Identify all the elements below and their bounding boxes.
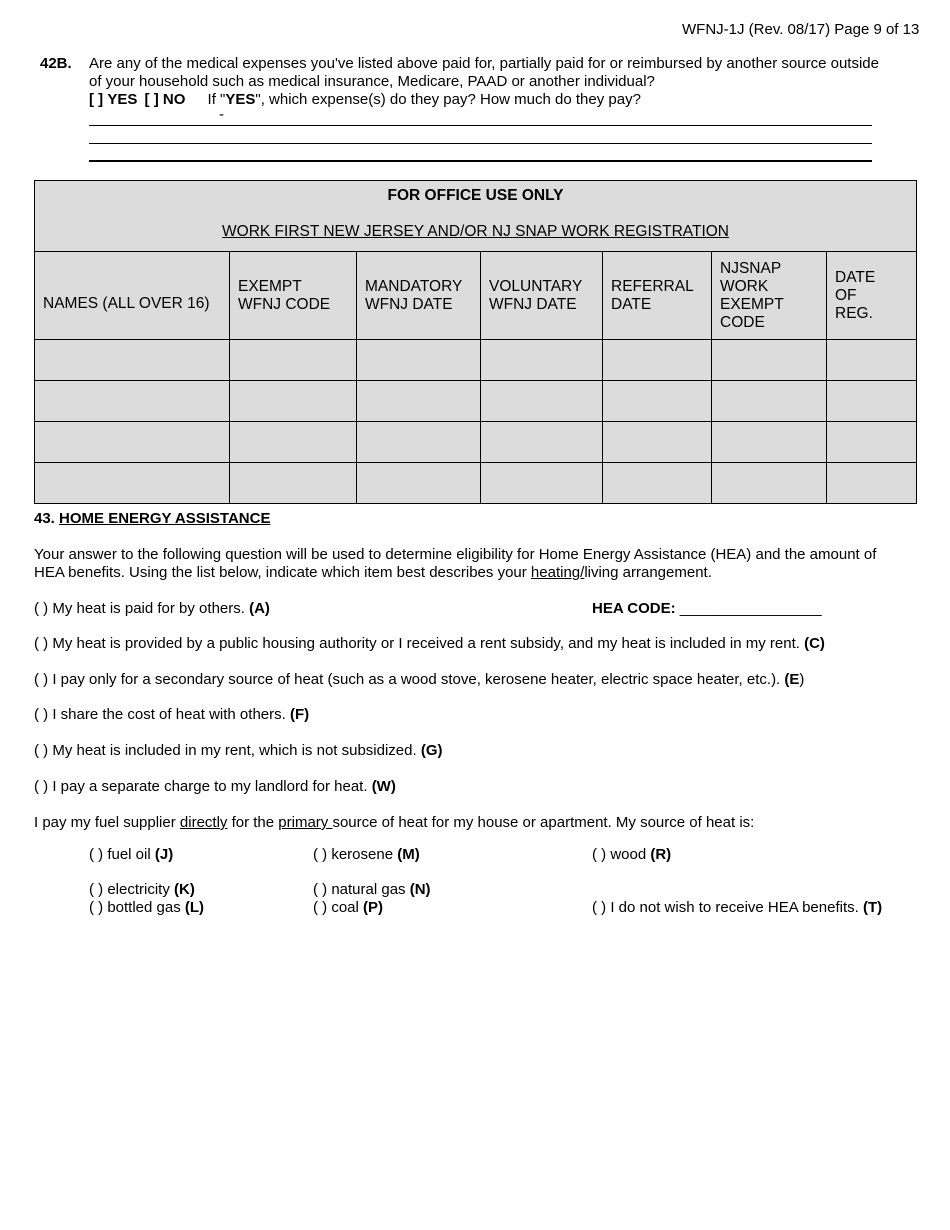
q43-intro-b: living arrangement.: [584, 564, 712, 581]
heat-option-g[interactable]: [34, 742, 443, 759]
heat-option-w-code: (W): [371, 778, 396, 795]
office-title-cell: [35, 181, 917, 252]
heat-option-e-code: (E: [784, 671, 800, 688]
table-cell[interactable]: [827, 381, 917, 422]
heat-option-e[interactable]: [34, 671, 804, 688]
col-header-mandatory-wfnj-date: MANDATORY WFNJ DATE: [357, 252, 481, 340]
heat-option-c-code: (C): [804, 635, 825, 652]
table-cell[interactable]: [712, 422, 827, 463]
hea-code-field[interactable]: [592, 600, 822, 617]
fuel-option-k-text: ( ) electricity: [89, 881, 170, 898]
table-cell[interactable]: [35, 340, 230, 381]
heat-option-w-text: ( ) I pay a separate charge to my landlord for heat.: [34, 778, 368, 795]
table-cell[interactable]: [481, 463, 603, 504]
question-43-heading: [34, 510, 270, 527]
q43-intro-line2: [34, 564, 712, 581]
fuel-option-r-text: ( ) wood: [592, 846, 647, 863]
table-cell[interactable]: [357, 381, 481, 422]
col-header-names: NAMES (ALL OVER 16): [35, 252, 230, 340]
fuel-option-r[interactable]: [592, 846, 671, 863]
q43-intro-underlined: heating/: [530, 564, 585, 581]
question-42b-line1: Are any of the medical expenses you've listed above paid for, partially paid for or reimbursed by another source outside: [89, 55, 879, 72]
table-cell[interactable]: [603, 422, 712, 463]
table-cell[interactable]: [712, 463, 827, 504]
fuel-option-t[interactable]: [592, 899, 882, 916]
fuel-option-k[interactable]: [89, 881, 195, 898]
q43-intro-line1: Your answer to the following question will be used to determine eligibility for Home Energy Assistance (HEA) and the amount of: [34, 546, 877, 563]
fuel-option-j-code: (J): [154, 846, 174, 863]
table-cell[interactable]: [827, 340, 917, 381]
heat-option-w[interactable]: [34, 778, 396, 795]
col-header-referral-date: REFERRAL DATE: [603, 252, 712, 340]
fuel-option-l-text: ( ) bottled gas: [89, 899, 181, 916]
heat-option-e-suffix: ): [799, 671, 805, 688]
table-cell[interactable]: [230, 381, 357, 422]
table-cell[interactable]: [35, 463, 230, 504]
table-cell[interactable]: [481, 381, 603, 422]
supplier-b: for the: [227, 814, 279, 831]
table-row: [35, 463, 917, 504]
fuel-option-m-code: (M): [397, 846, 420, 863]
answer-dash: -: [219, 106, 224, 123]
fuel-option-n-text: ( ) natural gas: [313, 881, 406, 898]
fuel-option-p[interactable]: [313, 899, 383, 916]
heat-option-g-code: (G): [420, 742, 443, 759]
fuel-option-k-code: (K): [174, 881, 195, 898]
answer-line-2[interactable]: [89, 143, 872, 144]
heat-option-f-code: (F): [289, 706, 310, 723]
yes-label: YES: [107, 91, 138, 108]
col-header-date-of-reg: DATE OF REG.: [827, 252, 917, 340]
heat-option-c[interactable]: [34, 635, 825, 652]
fuel-option-l-code: (L): [184, 899, 205, 916]
page-reference: WFNJ-1J (Rev. 08/17) Page 9 of 13: [682, 21, 920, 38]
col-header-exempt-wfnj-code: EXEMPT WFNJ CODE: [230, 252, 357, 340]
office-subtitle: WORK FIRST NEW JERSEY AND/OR NJ SNAP WORK REGISTRATION: [222, 223, 729, 240]
fuel-supplier-statement: [34, 814, 754, 831]
col-header-njsnap-exempt-code: [712, 252, 827, 340]
table-row: [35, 340, 917, 381]
supplier-a: I pay my fuel supplier: [34, 814, 180, 831]
table-cell[interactable]: [712, 381, 827, 422]
followup-yes: YES: [225, 91, 256, 108]
no-label: NO: [162, 91, 186, 108]
heat-option-a-code: (A): [249, 600, 270, 617]
fuel-option-n-code: (N): [409, 881, 431, 898]
table-cell[interactable]: [481, 422, 603, 463]
question-42b-line2: of your household such as medical insurance, Medicare, PAAD or another individual?: [89, 73, 655, 90]
table-cell[interactable]: [230, 422, 357, 463]
fuel-option-l[interactable]: [89, 899, 204, 916]
fuel-option-t-text: ( ) I do not wish to receive HEA benefits.: [592, 899, 859, 916]
table-cell[interactable]: [230, 463, 357, 504]
hea-code-blank[interactable]: _________________: [679, 600, 822, 617]
table-cell[interactable]: [603, 340, 712, 381]
fuel-option-j[interactable]: [89, 846, 173, 863]
table-cell[interactable]: [357, 340, 481, 381]
fuel-option-t-code: (T): [862, 899, 883, 916]
yes-checkbox[interactable]: [ ]: [89, 91, 104, 108]
col-header-voluntary-wfnj-date: VOLUNTARY WFNJ DATE: [481, 252, 603, 340]
followup-rest: ", which expense(s) do they pay? How much do they pay?: [255, 91, 641, 108]
fuel-option-m-text: ( ) kerosene: [313, 846, 394, 863]
col-header-njsnap-text: NJSNAP WORK EXEMPT CODE: [720, 259, 784, 331]
no-checkbox[interactable]: [ ]: [144, 91, 159, 108]
supplier-c: source of heat for my house or apartment. My source of heat is:: [332, 814, 755, 831]
heat-option-g-text: ( ) My heat is included in my rent, which is not subsidized.: [34, 742, 417, 759]
q43-intro-a: HEA benefits. Using the list below, indicate which item best describes your: [34, 564, 531, 581]
supplier-primary: primary: [278, 814, 333, 831]
office-title: FOR OFFICE USE ONLY: [387, 187, 564, 204]
table-cell[interactable]: [230, 340, 357, 381]
fuel-option-n[interactable]: [313, 881, 431, 898]
table-cell[interactable]: [357, 463, 481, 504]
fuel-option-m[interactable]: [313, 846, 420, 863]
table-row: [35, 381, 917, 422]
table-cell[interactable]: [827, 422, 917, 463]
heat-option-e-text: ( ) I pay only for a secondary source of heat (such as a wood stove, kerosene heater, electric space heater, etc.).: [34, 671, 781, 688]
answer-line-3[interactable]: [89, 160, 872, 162]
heat-option-a-text: ( ) My heat is paid for by others.: [34, 600, 245, 617]
answer-line-1[interactable]: [89, 125, 872, 126]
hea-code-label: HEA CODE:: [592, 600, 676, 617]
table-cell[interactable]: [712, 340, 827, 381]
table-cell[interactable]: [35, 381, 230, 422]
question-number-42b: 42B.: [40, 55, 72, 72]
question-42b-answer-row: [89, 91, 641, 108]
supplier-directly: directly: [179, 814, 228, 831]
question-number-43: 43.: [34, 510, 55, 527]
heat-option-a[interactable]: [34, 600, 270, 617]
office-use-table: [34, 180, 917, 504]
heat-option-f[interactable]: [34, 706, 309, 723]
table-row: [35, 422, 917, 463]
table-cell[interactable]: [603, 381, 712, 422]
table-cell[interactable]: [357, 422, 481, 463]
table-cell[interactable]: [827, 463, 917, 504]
heat-option-f-text: ( ) I share the cost of heat with others.: [34, 706, 286, 723]
table-cell[interactable]: [35, 422, 230, 463]
question-43-title: HOME ENERGY ASSISTANCE: [59, 510, 271, 527]
fuel-option-p-text: ( ) coal: [313, 899, 359, 916]
heat-option-c-text: ( ) My heat is provided by a public housing authority or I received a rent subsidy, and my heat is included in my rent.: [34, 635, 800, 652]
fuel-option-j-text: ( ) fuel oil: [89, 846, 151, 863]
fuel-option-p-code: (P): [363, 899, 384, 916]
table-cell[interactable]: [481, 340, 603, 381]
followup-prefix: If ": [207, 91, 226, 108]
table-cell[interactable]: [603, 463, 712, 504]
fuel-option-r-code: (R): [650, 846, 672, 863]
